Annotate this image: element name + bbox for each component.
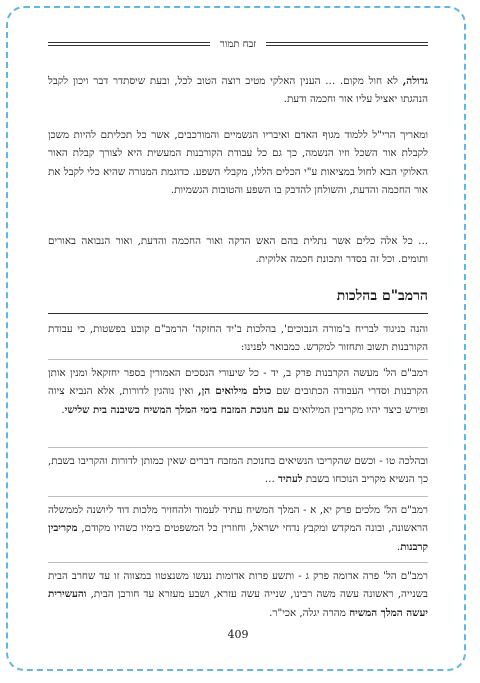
item-separator (48, 359, 428, 360)
section-rule (48, 313, 428, 314)
paragraph-2 (48, 126, 428, 200)
paragraph-4-text: והנה בניגוד לבריח ב'מורה הנבוכים', בהלכות ב'יד החזקה' הרמב"ם קובע בפשטות, כי עבודת הקורבנות תשוב ותחזור למקדש. כמבואר לפנינו: (48, 323, 428, 354)
header-rule-right (266, 42, 428, 46)
running-head-title: זבח תמור (219, 38, 257, 50)
item-4-bold: והעשירית יעשה המלך המשיח (48, 588, 428, 619)
item-separator (48, 562, 428, 563)
item-3-end: . (396, 540, 401, 553)
page-number: 409 (227, 628, 249, 641)
list-item (48, 452, 428, 489)
paragraph-3 (48, 232, 428, 269)
item-4-text: רמב"ם הל' פרה אדומה פרק ג - ותשע פרות אדומות נעשו משנצטוו במצווה זו עד שחרב הבית בשנייה, ראשונה עשה משה רבינו, שנייה עשה עזרא, ושבע מעזרא עד חורבן הבית, (48, 570, 428, 601)
paragraph-4 (48, 320, 428, 357)
header-rule-left (48, 42, 210, 46)
quote-lead: גדולה, (402, 75, 428, 87)
item-separator (48, 496, 428, 497)
quote-paragraph (48, 72, 428, 109)
item-2-bold: לעתיד (278, 473, 303, 486)
item-1-text-2: ואין נוהגין לדורות, אלא הנביא ציוה ופירש כיצד יהיו מקריבין המילואים (48, 385, 428, 416)
item-1-end: . (61, 403, 65, 416)
quote-text: לא חול מקום. ... הענין האלקי מטיב רוצה הטוב לכל, ובעת שיסתדר דבר ויכון לקבל הנהגתו יאציל עליו אור וחכמה ודעת. (48, 75, 428, 106)
list-item (48, 364, 428, 419)
item-2-text: ובהלכה טו - וכשם שהקריבו הנשיאים בחנוכת המזבח דברים שאין כמותן לדורות והקריבו בשבת, כך הנשיא מקריב הנוכחו בשבת (48, 455, 428, 486)
paragraph-2-text: ומאריך הרי"ל ללמוד מגוף האדם ואיבריו הגשמיים והמורכבים, אשר כל תכליתם להיות משכן לקבלת אור השכל וזיו הנשמה, כך גם כל עבודת הקורבנות המעשית היא לצורך קבלת האור האלוקי הבא לחול במציאות ע"י הכלים הללו, מקבלי השפע. כדוגמת המנורה שהיא כלי לקבל את אור החכמה והדעת, והשולחן להדבק בו השפע והטובות הגשמיות. (48, 129, 428, 197)
paragraph-3-text: ... כל אלה כלים אשר נתלית בהם האש הדקה ואור החכמה והדעת, ואור הנבואה באורים ותומים. וכל זה בסדר ותכונת חכמה אלוקית. (48, 235, 428, 266)
list-item (48, 501, 428, 556)
list-item (48, 567, 428, 622)
item-separator (48, 447, 428, 448)
item-3-text: רמב"ם הל' מלכים פרק יא, א - המלך המשיח עתיד לעמוד ולהחזיר מלכות דוד ליושנה לממשלה הראשונה, ובונה המקדש ומקבץ נדחי ישראל, וחוזרין כל המשפטים בימיו כשהיו מקודם, (48, 504, 428, 535)
item-2-end: ... (264, 473, 279, 486)
item-1-text: רמב"ם הל' מעשה הקרבנות פרק ב, יד - כל שיעורי הנסכים האמורין בספר יחזקאל ומנין אותן הקרבנות וסדרי העבודה הכתובים שם (48, 367, 429, 398)
section-title: הרמב"ם בהלכות (336, 288, 428, 304)
item-1-bold-1: כולם מילואים הן, (198, 385, 272, 398)
item-1-bold-2: עם חנוכת המזבח בימי המלך המשיח כשיבנה בית שלישי (64, 403, 290, 416)
running-head (48, 36, 428, 52)
item-4-end: מהרה יגלה, אכי"ר. (269, 606, 350, 619)
item-3-bold: מקריבין קרבנות (48, 522, 428, 553)
